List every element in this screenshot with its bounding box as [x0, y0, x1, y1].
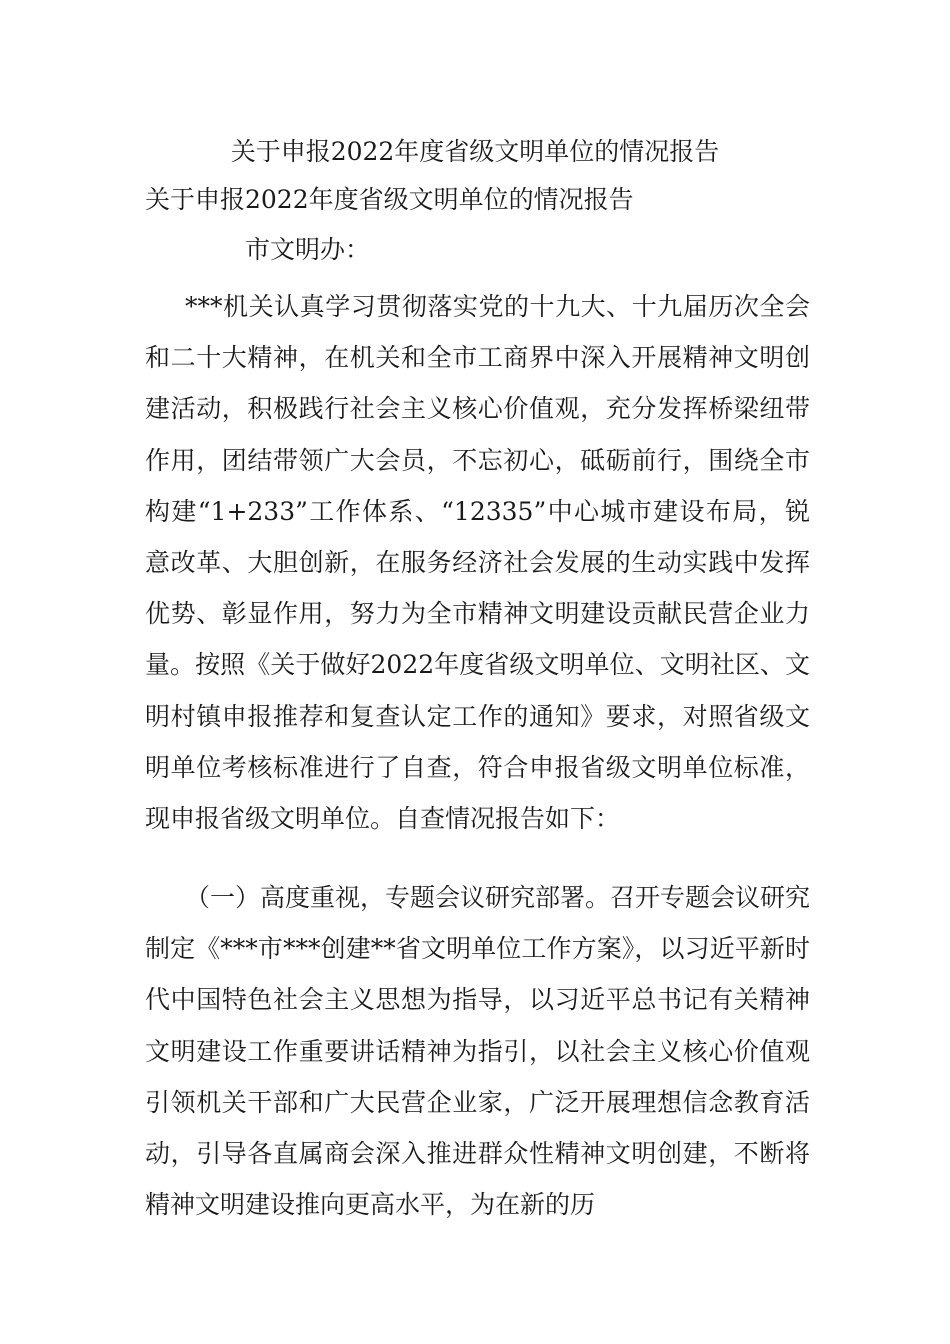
document-title: 关于申报2022年度省级文明单位的情况报告: [230, 137, 720, 166]
document-title-repeat: 关于申报2022年度省级文明单位的情况报告: [145, 185, 634, 214]
body-paragraph-section-1: （一）高度重视，专题会议研究部署。召开专题会议研究制定《***市***创建**省文明单位工作方案》，以习近平新时代中国特色社会主义思想为指导，以习近平总书记有关精神文明建设工作重要讲话精神为指引，以社会主义核心价值观引领机关干部和广大民营企业家，广泛开展理想信念教育活动，引导各直属商会深入推进群众性精神文明创建，不断将精神文明建设推向更高水平，为在新的历: [145, 883, 811, 1220]
salutation: 市文明办：: [245, 235, 371, 264]
body-paragraph-intro: ***机关认真学习贯彻落实党的十九大、十九届历次全会和二十大精神，在机关和全市工商界中深入开展精神文明创建活动，积极践行社会主义核心价值观，充分发挥桥梁纽带作用，团结带领广大会员，不忘初心，砥砺前行，围绕全市构建“1+233”工作体系、“12335”中心城市建设布局，锐意改革、大胆创新，在服务经济社会发展的生动实践中发挥优势、彰显作用，努力为全市精神文明建设贡献民营企业力量。按照《关于做好2022年度省级文明单位、文明社区、文明村镇申报推荐和复查认定工作的通知》要求，对照省级文明单位考核标准进行了自查，符合申报省级文明单位标准，现申报省级文明单位。自查情况报告如下：: [145, 292, 810, 834]
